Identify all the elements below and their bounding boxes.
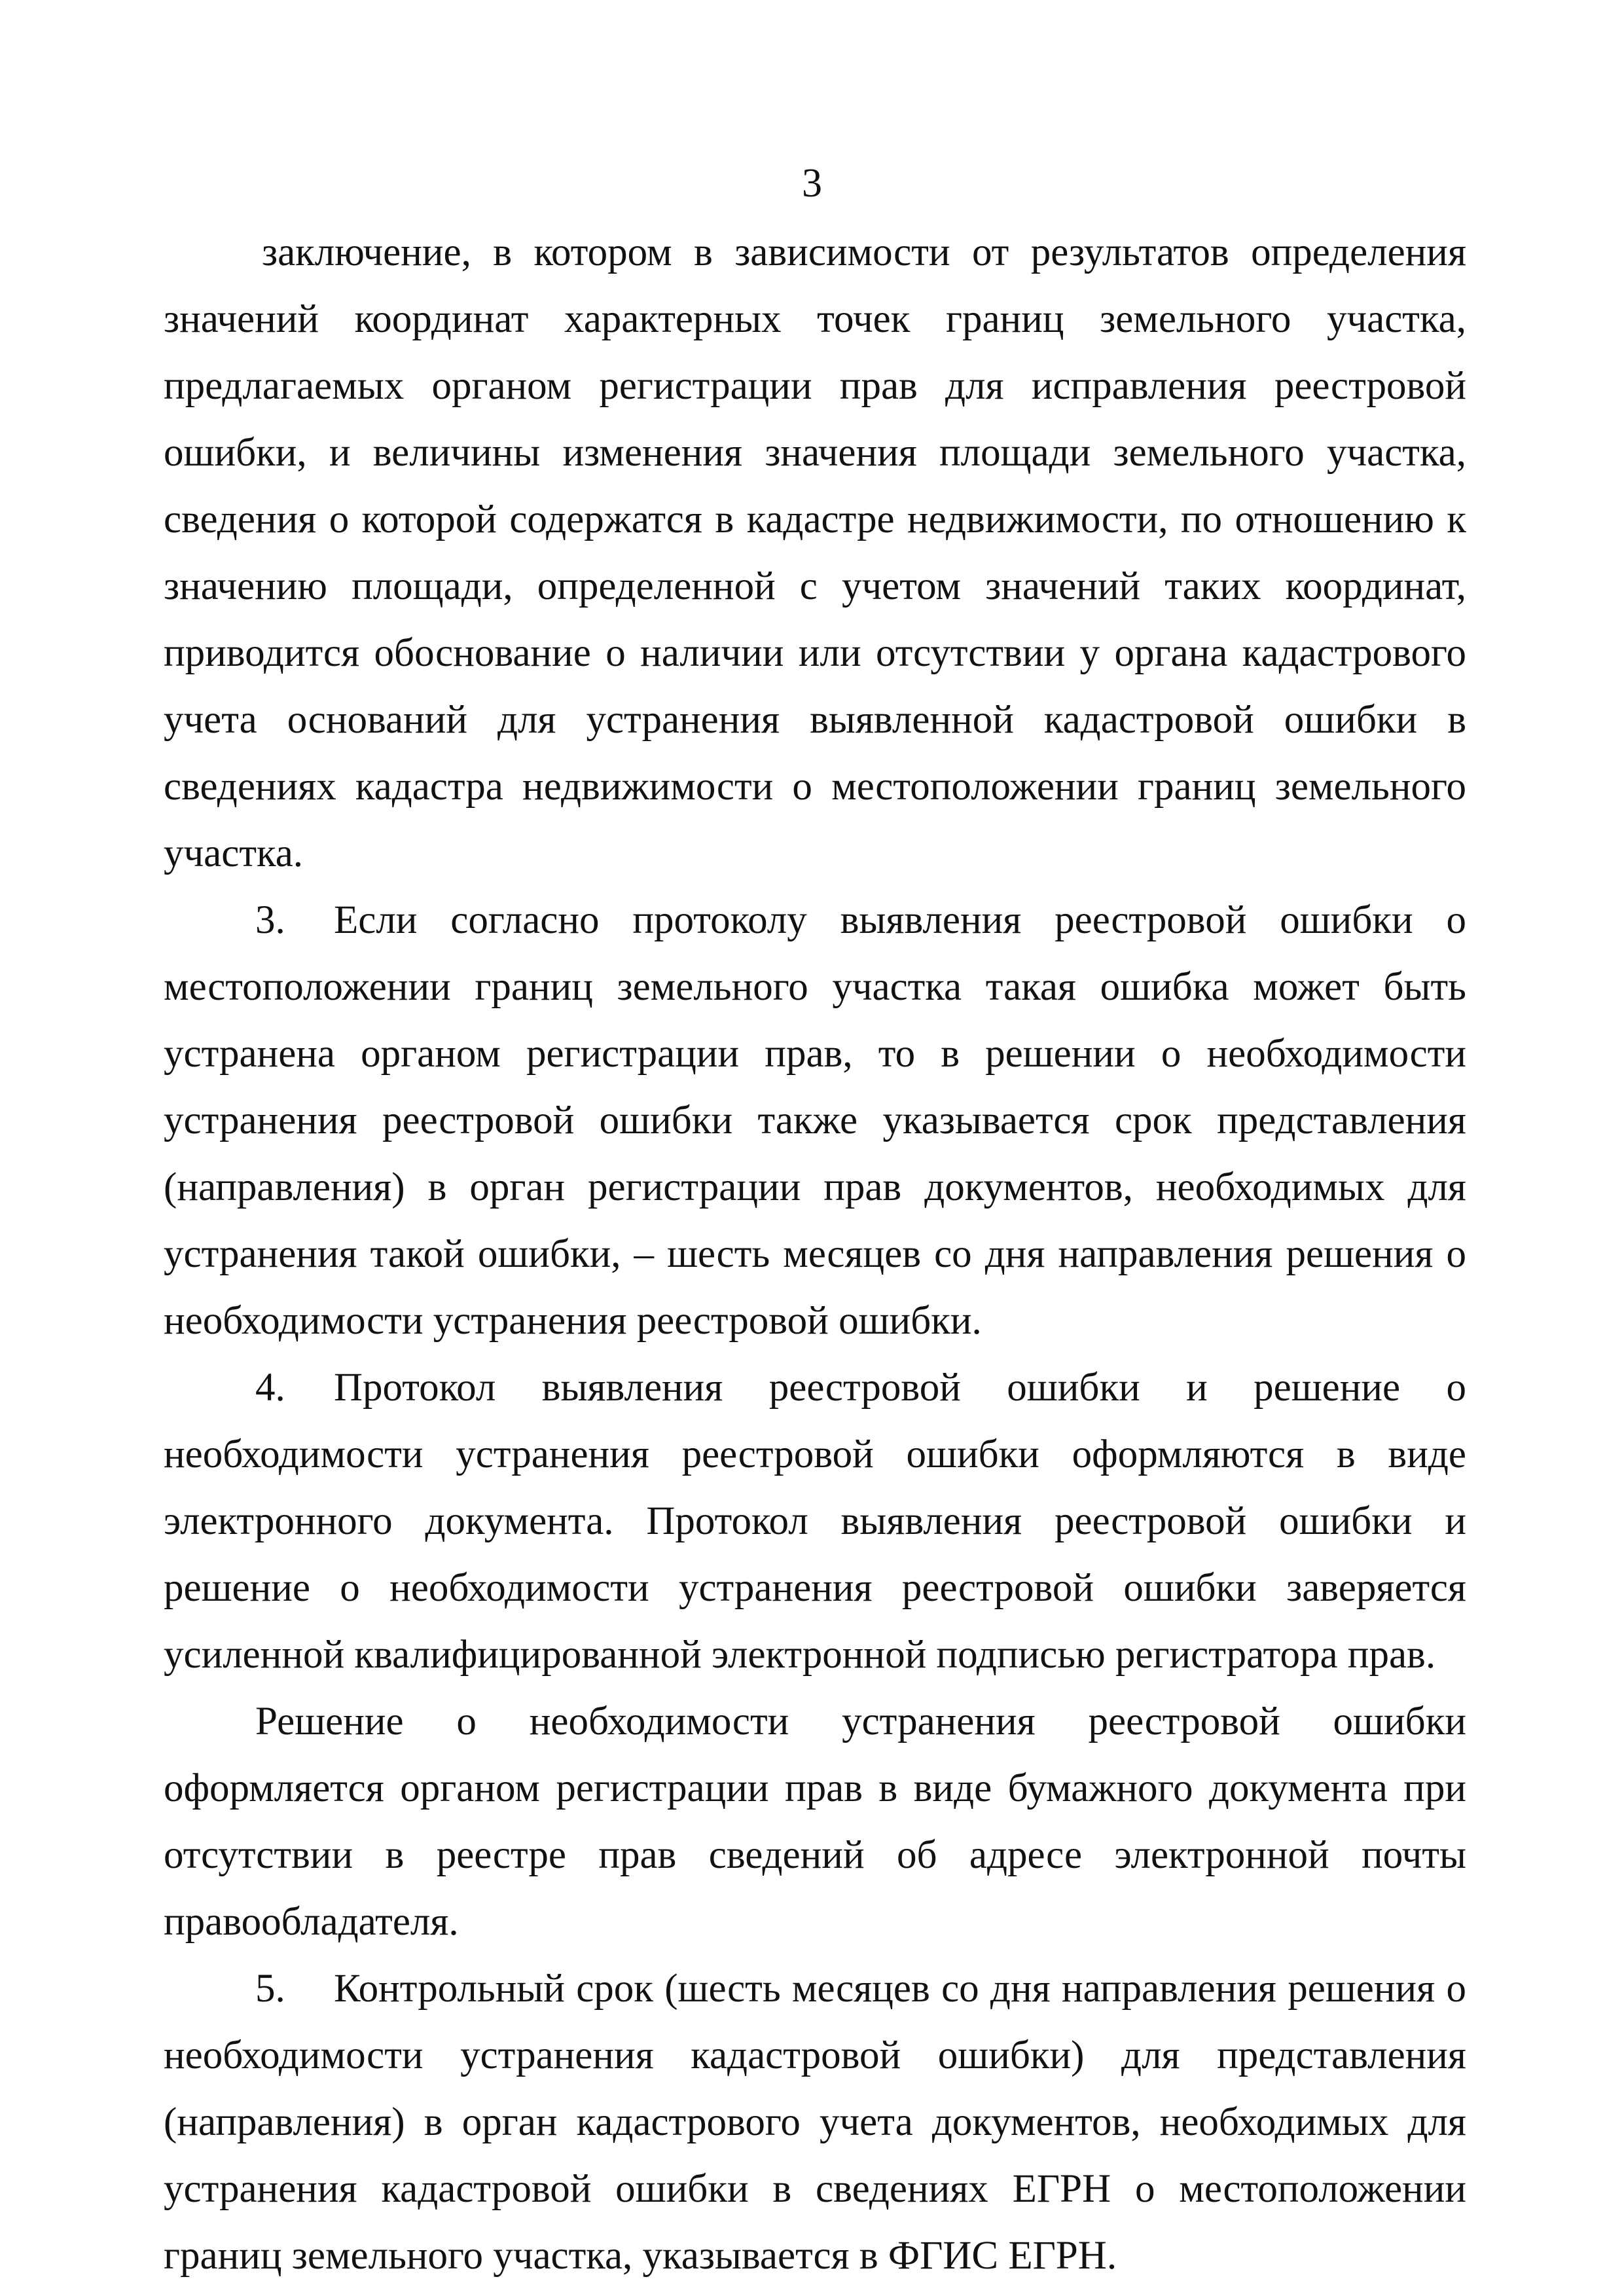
paragraph-text: заключение, в котором в зависимости от результатов определения значений координат характерных точек границ земельного участка, предлагаемых органом регистрации прав для исправления реестровой ошибки, и величины изменения значения площади земельного участка, сведения о которой содержатся в кадастре недвижимости, по отношению к значению площади, определенной с учетом значений таких координат, приводится обоснование о наличии или отсутствии у органа кадастрового учета оснований для устранения выявленной кадастровой ошибки в сведениях кадастра недвижимости о местоположении границ земельного участка.	[164, 230, 1466, 875]
paragraph-number: 3.	[255, 898, 285, 942]
document-body	[164, 219, 1466, 2289]
paragraph-continuation	[164, 219, 1466, 887]
paragraph-text: Решение о необходимости устранения реестровой ошибки оформляется органом регистрации прав в виде бумажного документа при отсутствии в реестре прав сведений об адресе электронной почты правообладателя.	[164, 1700, 1466, 1944]
paragraph-text: Контрольный срок (шесть месяцев со дня направления решения о необходимости устранения кадастровой ошибки) для представления (направления) в орган кадастрового учета документов, необходимых для устранения кадастровой ошибки в сведениях ЕГРН о местоположении границ земельного участка, указывается в ФГИС ЕГРН.	[164, 1967, 1466, 2278]
paragraph-text: Если согласно протоколу выявления реестровой ошибки о местоположении границ земельного участка такая ошибка может быть устранена органом регистрации прав, то в решении о необходимости устранения реестровой ошибки также указывается срок представления (направления) в орган регистрации прав документов, необходимых для устранения такой ошибки, – шесть месяцев со дня направления решения о необходимости устранения реестровой ошибки.	[164, 898, 1466, 1343]
paragraph-item-4-continued	[164, 1688, 1466, 1956]
paragraph-item-4	[164, 1355, 1466, 1688]
page-number: 3	[802, 161, 822, 206]
paragraph-number: 4.	[255, 1366, 285, 1410]
paragraph-text: Протокол выявления реестровой ошибки и решение о необходимости устранения реестровой ошибки оформляются в виде электронного документа. Протокол выявления реестровой ошибки и решение о необходимости устранения реестровой ошибки заверяется усиленной квалифицированной электронной подписью регистратора прав.	[164, 1366, 1466, 1677]
paragraph-number: 5.	[255, 1967, 285, 2011]
paragraph-item-3	[164, 887, 1466, 1355]
paragraph-item-5	[164, 1956, 1466, 2289]
